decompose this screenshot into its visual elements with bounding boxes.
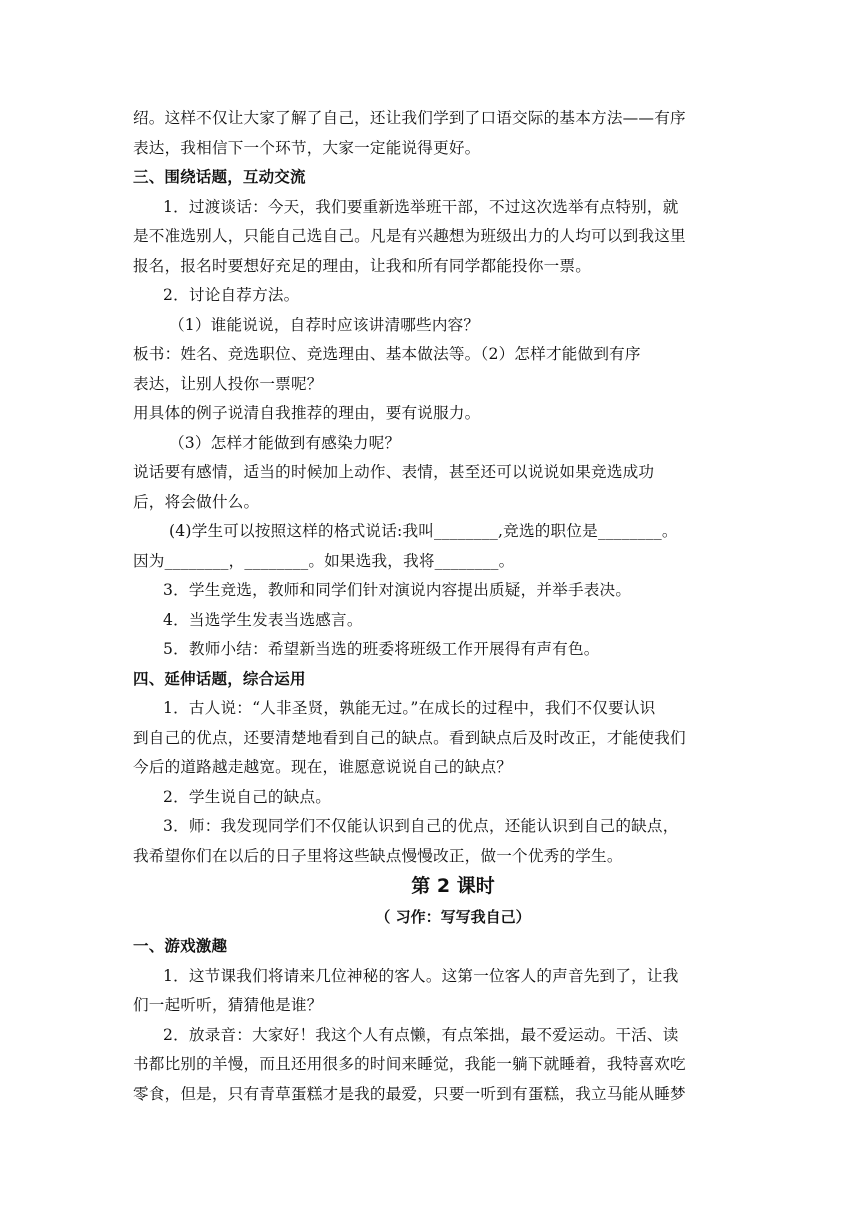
text-line: 零食，但是，只有青草蛋糕才是我的最爱，只要一听到有蛋糕，我立马能从睡梦 bbox=[133, 1084, 686, 1103]
text-line: 报名，报名时要想好充足的理由，让我和所有同学都能投你一票。 bbox=[133, 256, 592, 275]
text-line: 2．学生说自己的缺点。 bbox=[163, 787, 332, 806]
section-heading: 四、延伸话题，综合运用 bbox=[133, 669, 306, 688]
section-heading: 一、游戏激趣 bbox=[133, 937, 228, 955]
text-line: 1．古人说：“人非圣贤，孰能无过。”在成长的过程中，我们不仅要认识 bbox=[163, 699, 656, 717]
text-line: 今后的道路越走越宽。现在，谁愿意说说自己的缺点？ bbox=[133, 758, 513, 776]
text-line: 板书：姓名、竞选职位、竞选理由、基本做法等。（2）怎样才能做到有序 bbox=[133, 345, 641, 363]
section-heading: 三、围绕话题，互动交流 bbox=[133, 168, 306, 186]
text-line: 书都比别的羊慢，而且还用很多的时间来睡觉，我能一躺下就睡着，我特喜欢吃 bbox=[133, 1055, 686, 1073]
text-line: 3．学生竞选，教师和同学们针对演说内容提出质疑，并举手表决。 bbox=[163, 581, 632, 599]
text-line: 5．教师小结：希望新当选的班委将班级工作开展得有声有色。 bbox=[163, 640, 600, 658]
text-line: 表达，我相信下一个环节，大家一定能说得更好。 bbox=[133, 138, 481, 157]
document-body bbox=[133, 104, 733, 1109]
text-line: （1）谁能说说，自荐时应该讲清哪些内容？ bbox=[169, 315, 480, 334]
text-line: (4)学生可以按照这样的格式说话:我叫________,竞选的职位是________。 bbox=[169, 522, 678, 540]
text-line: 表达，让别人投你一票呢？ bbox=[133, 374, 323, 393]
text-line: 1．这节课我们将请来几位神秘的客人。这第一位客人的声音先到了，让我 bbox=[163, 966, 679, 985]
text-line: 是不准选别人，只能自己选自己。凡是有兴趣想为班级出力的人均可以到我这里 bbox=[133, 227, 686, 245]
text-line: 4．当选学生发表当选感言。 bbox=[163, 610, 363, 629]
text-line: 说话要有感情，适当的时候加上动作、表情，甚至还可以说说如果竞选成功 bbox=[133, 463, 655, 481]
text-line: 绍。这样不仅让大家了解了自己，还让我们学到了口语交际的基本方法——有序 bbox=[133, 109, 686, 127]
text-line: （3）怎样才能做到有感染力呢？ bbox=[169, 433, 401, 452]
text-line: 我希望你们在以后的日子里将这些缺点慢慢改正，做一个优秀的学生。 bbox=[133, 846, 623, 865]
text-line: 3．师：我发现同学们不仅能认识到自己的优点，还能认识到自己的缺点， bbox=[163, 817, 679, 835]
text-line: 们一起听听，猜猜他是谁？ bbox=[133, 996, 323, 1014]
text-line: 2．讨论自荐方法。 bbox=[163, 286, 300, 304]
text-line: 后，将会做什么。 bbox=[133, 492, 260, 511]
text-line: 因为________，________。如果选我，我将________。 bbox=[133, 551, 515, 570]
text-line: 到自己的优点，还要清楚地看到自己的缺点。看到缺点后及时改正，才能使我们 bbox=[133, 728, 686, 747]
text-line: 用具体的例子说清自我推荐的理由，要有说服力。 bbox=[133, 404, 481, 422]
text-line: 1．过渡谈话：今天，我们要重新选举班干部，不过这次选举有点特别，就 bbox=[163, 197, 679, 216]
lesson-title: 第 2 课时 bbox=[411, 875, 495, 897]
lesson-subtitle: （ 习作：写写我自己） bbox=[375, 908, 531, 926]
text-line: 2．放录音：大家好！我这个人有点懒，有点笨拙，最不爱运动。干活、读 bbox=[163, 1025, 679, 1044]
